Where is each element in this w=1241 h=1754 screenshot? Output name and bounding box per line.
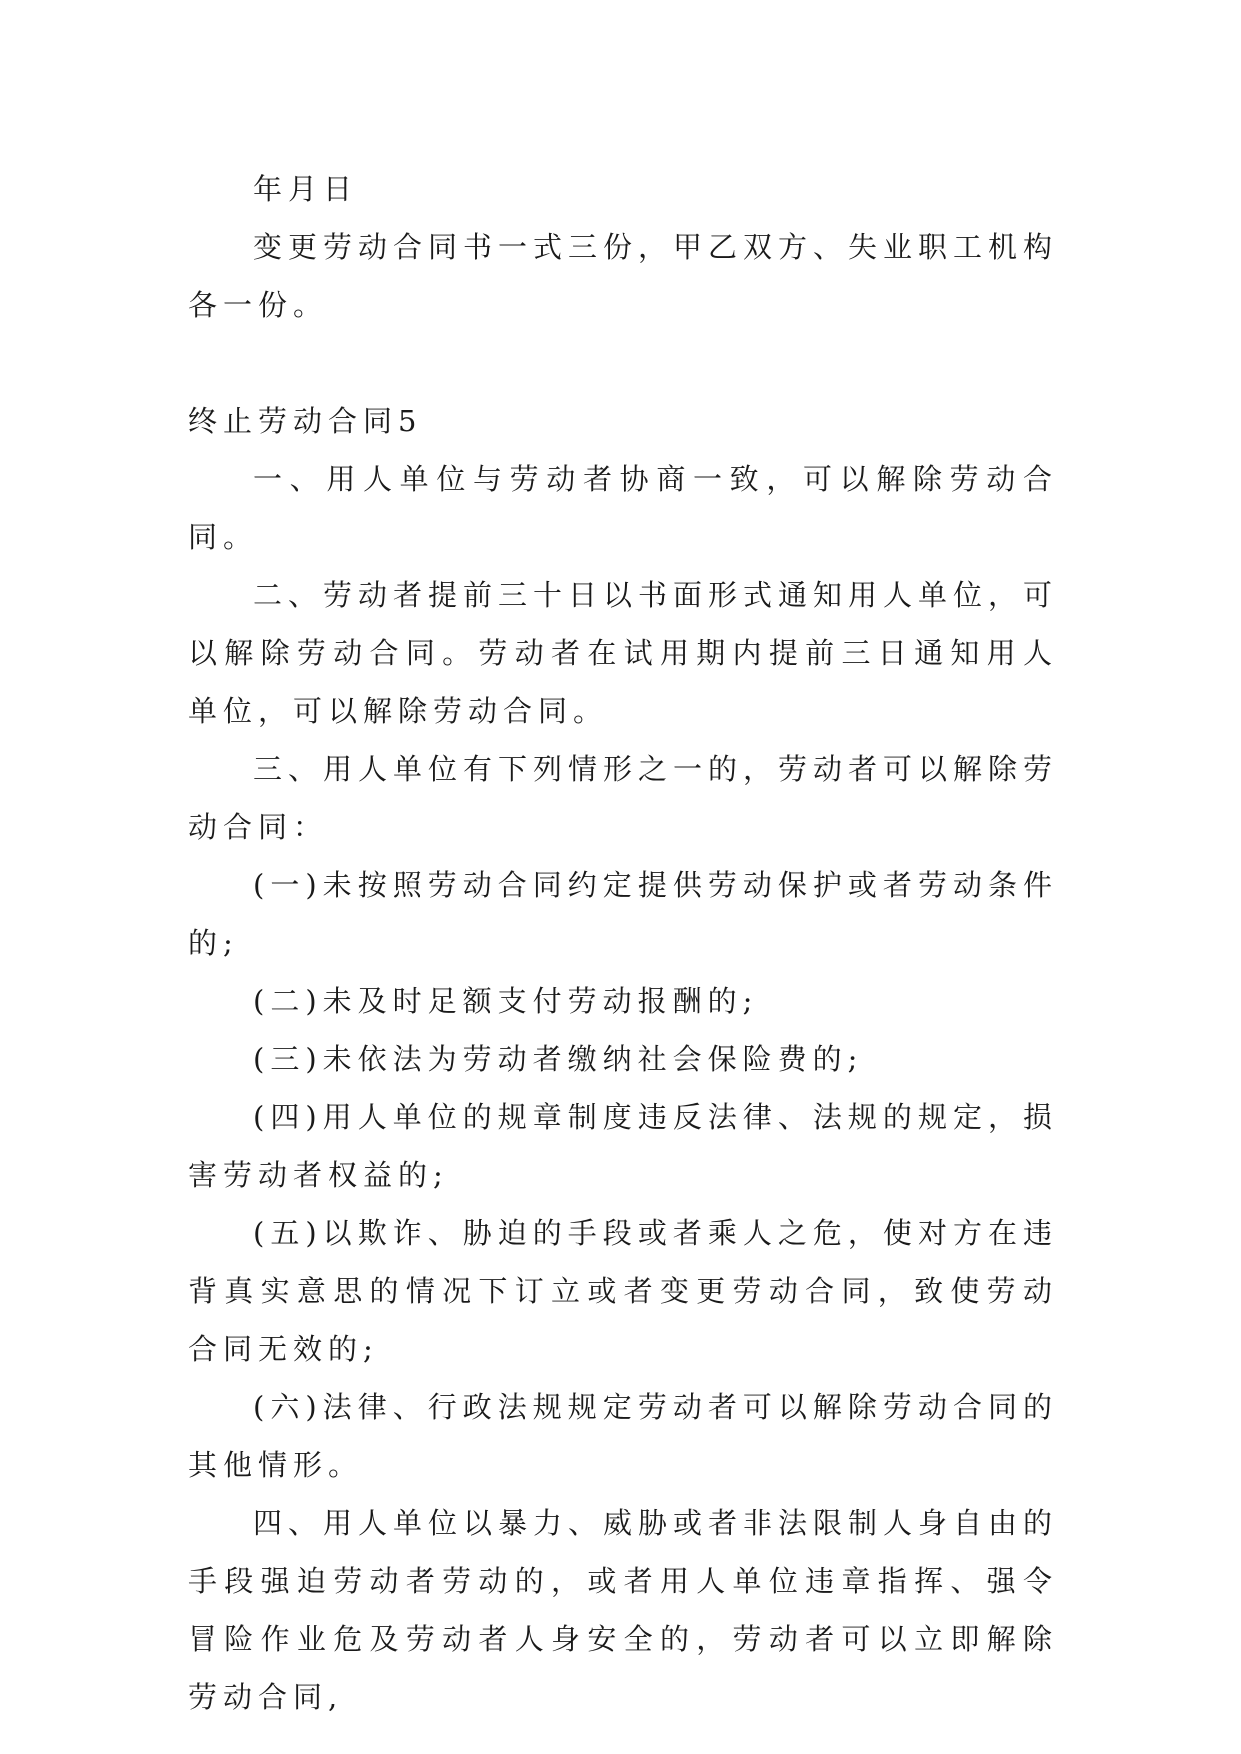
date-line: 年月日	[253, 172, 359, 206]
section-heading: 终止劳动合同5	[188, 404, 423, 438]
document-body	[188, 160, 1058, 1726]
clause-3: 三、用人单位有下列情形之一的，劳动者可以解除劳动合同：	[188, 752, 1059, 844]
clause-4: 四、用人单位以暴力、威胁或者非法限制人身自由的手段强迫劳动者劳动的，或者用人单位违章指挥、强令冒险作业危及劳动者人身安全的，劳动者可以立即解除劳动合同,	[188, 1506, 1059, 1714]
sub-item-5: (五)以欺诈、胁迫的手段或者乘人之危，使对方在违背真实意思的情况下订立或者变更劳动合同，致使劳动合同无效的;	[188, 1216, 1058, 1366]
sub-item-2: (二)未及时足额支付劳动报酬的;	[253, 984, 759, 1018]
sub-item-6: (六)法律、行政法规规定劳动者可以解除劳动合同的其他情形。	[188, 1390, 1058, 1482]
sub-item-1: (一)未按照劳动合同约定提供劳动保护或者劳动条件的;	[188, 868, 1058, 960]
clause-2: 二、劳动者提前三十日以书面形式通知用人单位，可以解除劳动合同。劳动者在试用期内提前三日通知用人单位，可以解除劳动合同。	[188, 578, 1059, 728]
copies-paragraph: 变更劳动合同书一式三份，甲乙双方、失业职工机构各一份。	[188, 230, 1059, 322]
sub-item-3: (三)未依法为劳动者缴纳社会保险费的;	[253, 1042, 864, 1076]
clause-1: 一、用人单位与劳动者协商一致，可以解除劳动合同。	[188, 462, 1058, 554]
sub-item-4: (四)用人单位的规章制度违反法律、法规的规定，损害劳动者权益的;	[188, 1100, 1058, 1192]
blank-line	[188, 334, 1058, 392]
